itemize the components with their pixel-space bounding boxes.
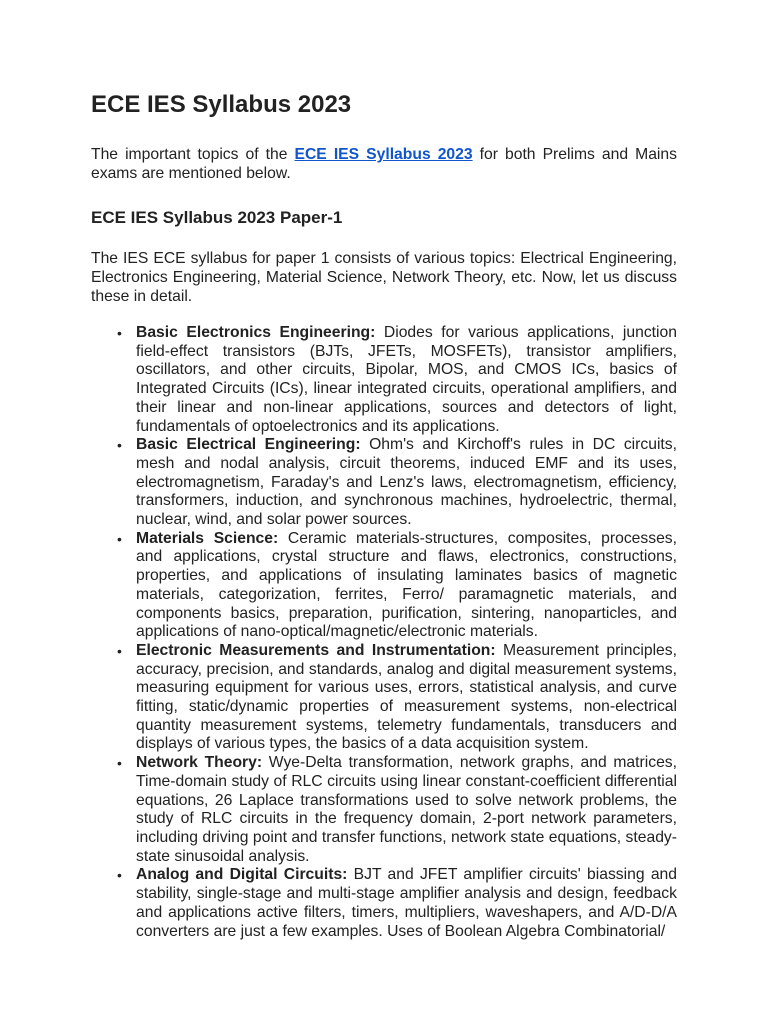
intro-text-before: The important topics of the [91,146,295,163]
intro-text-after: for both Prelims and Mains exams are mentioned below. [91,146,677,182]
topic-text: Measurement principles, accuracy, precision, and standards, analog and digital measurement systems, measuring equipment for various uses, errors, statistical analysis, and curve fitting, static/dynamic properties of measurement systems, non-electrical quantity measurement systems, telemetry fundamentals, transducers and displays of various types, the basics of a data acquisition system. [136,641,677,753]
topic-label: Analog and Digital Circuits: [136,866,348,884]
section-heading: ECE IES Syllabus 2023 Paper-1 [91,208,343,227]
syllabus-link[interactable]: ECE IES Syllabus 2023 [294,146,473,163]
topic-label: Materials Science: [136,529,279,547]
topic-label: Network Theory: [136,754,263,772]
page-title: ECE IES Syllabus 2023 [91,91,352,118]
topic-text: Wye-Delta transformation, network graphs, and matrices, Time-domain study of RLC circuits using linear constant-coefficient differential equations, 26 Laplace transformations used to solve network problems, the study of RLC circuits in the frequency domain, 2-port network parameters, including driving point and transfer functions, network state equations, steady-state sinusoidal analysis. [136,754,677,865]
section-paragraph: The IES ECE syllabus for paper 1 consists of various topics: Electrical Engineering, Electronics Engineering, Material Science, Network Theory, etc. Now, let us discuss these in detail. [91,250,677,305]
topic-text: Ohm's and Kirchoff's rules in DC circuits, mesh and nodal analysis, circuit theorems, induced EMF and its uses, electromagnetism, Faraday's and Lenz's laws, electromagnetism, efficiency, transformers, induction, and synchronous machines, hydroelectric, thermal, nuclear, wind, and solar power sources. [136,436,677,529]
list-item [136,754,677,866]
topics-list [91,324,677,941]
list-item [136,642,677,754]
list-item [136,866,677,941]
intro-paragraph [91,145,677,183]
topic-text: BJT and JFET amplifier circuits' biassing and stability, single-stage and multi-stage amplifier analysis and design, feedback and applications active filters, timers, multipliers, waveshapers, and A/D-D/A converters are just a few examples. Uses of Boolean Algebra Combinatorial/ [136,866,677,940]
topic-label: Basic Electrical Engineering: [136,436,361,454]
list-item [136,530,677,642]
topic-label: Electronic Measurements and Instrumentation: [136,641,496,659]
list-item [136,324,677,436]
list-item [136,436,677,530]
topic-text: Ceramic materials-structures, composites, processes, and applications, crystal structure and flaws, electronics, constructions, properties, and applications of insulating laminates basics of magnetic materials, categorization, ferrites, Ferro/ paramagnetic materials, and components basics, preparation, purification, sintering, nanoparticles, and applications of nano-optical/magnetic/electronic materials. [136,529,678,641]
topic-label: Basic Electronics Engineering: [136,324,376,341]
topic-text: Diodes for various applications, junction field-effect transistors (BJTs, JFETs, MOSFETs), transistor amplifiers, oscillators, and other circuits, Bipolar, MOS, and CMOS ICs, basics of Integrated Circuits (ICs), linear integrated circuits, operational amplifiers, and their linear and non-linear applications, sources and detectors of light, fundamentals of optoelectronics and its applications. [136,324,677,435]
